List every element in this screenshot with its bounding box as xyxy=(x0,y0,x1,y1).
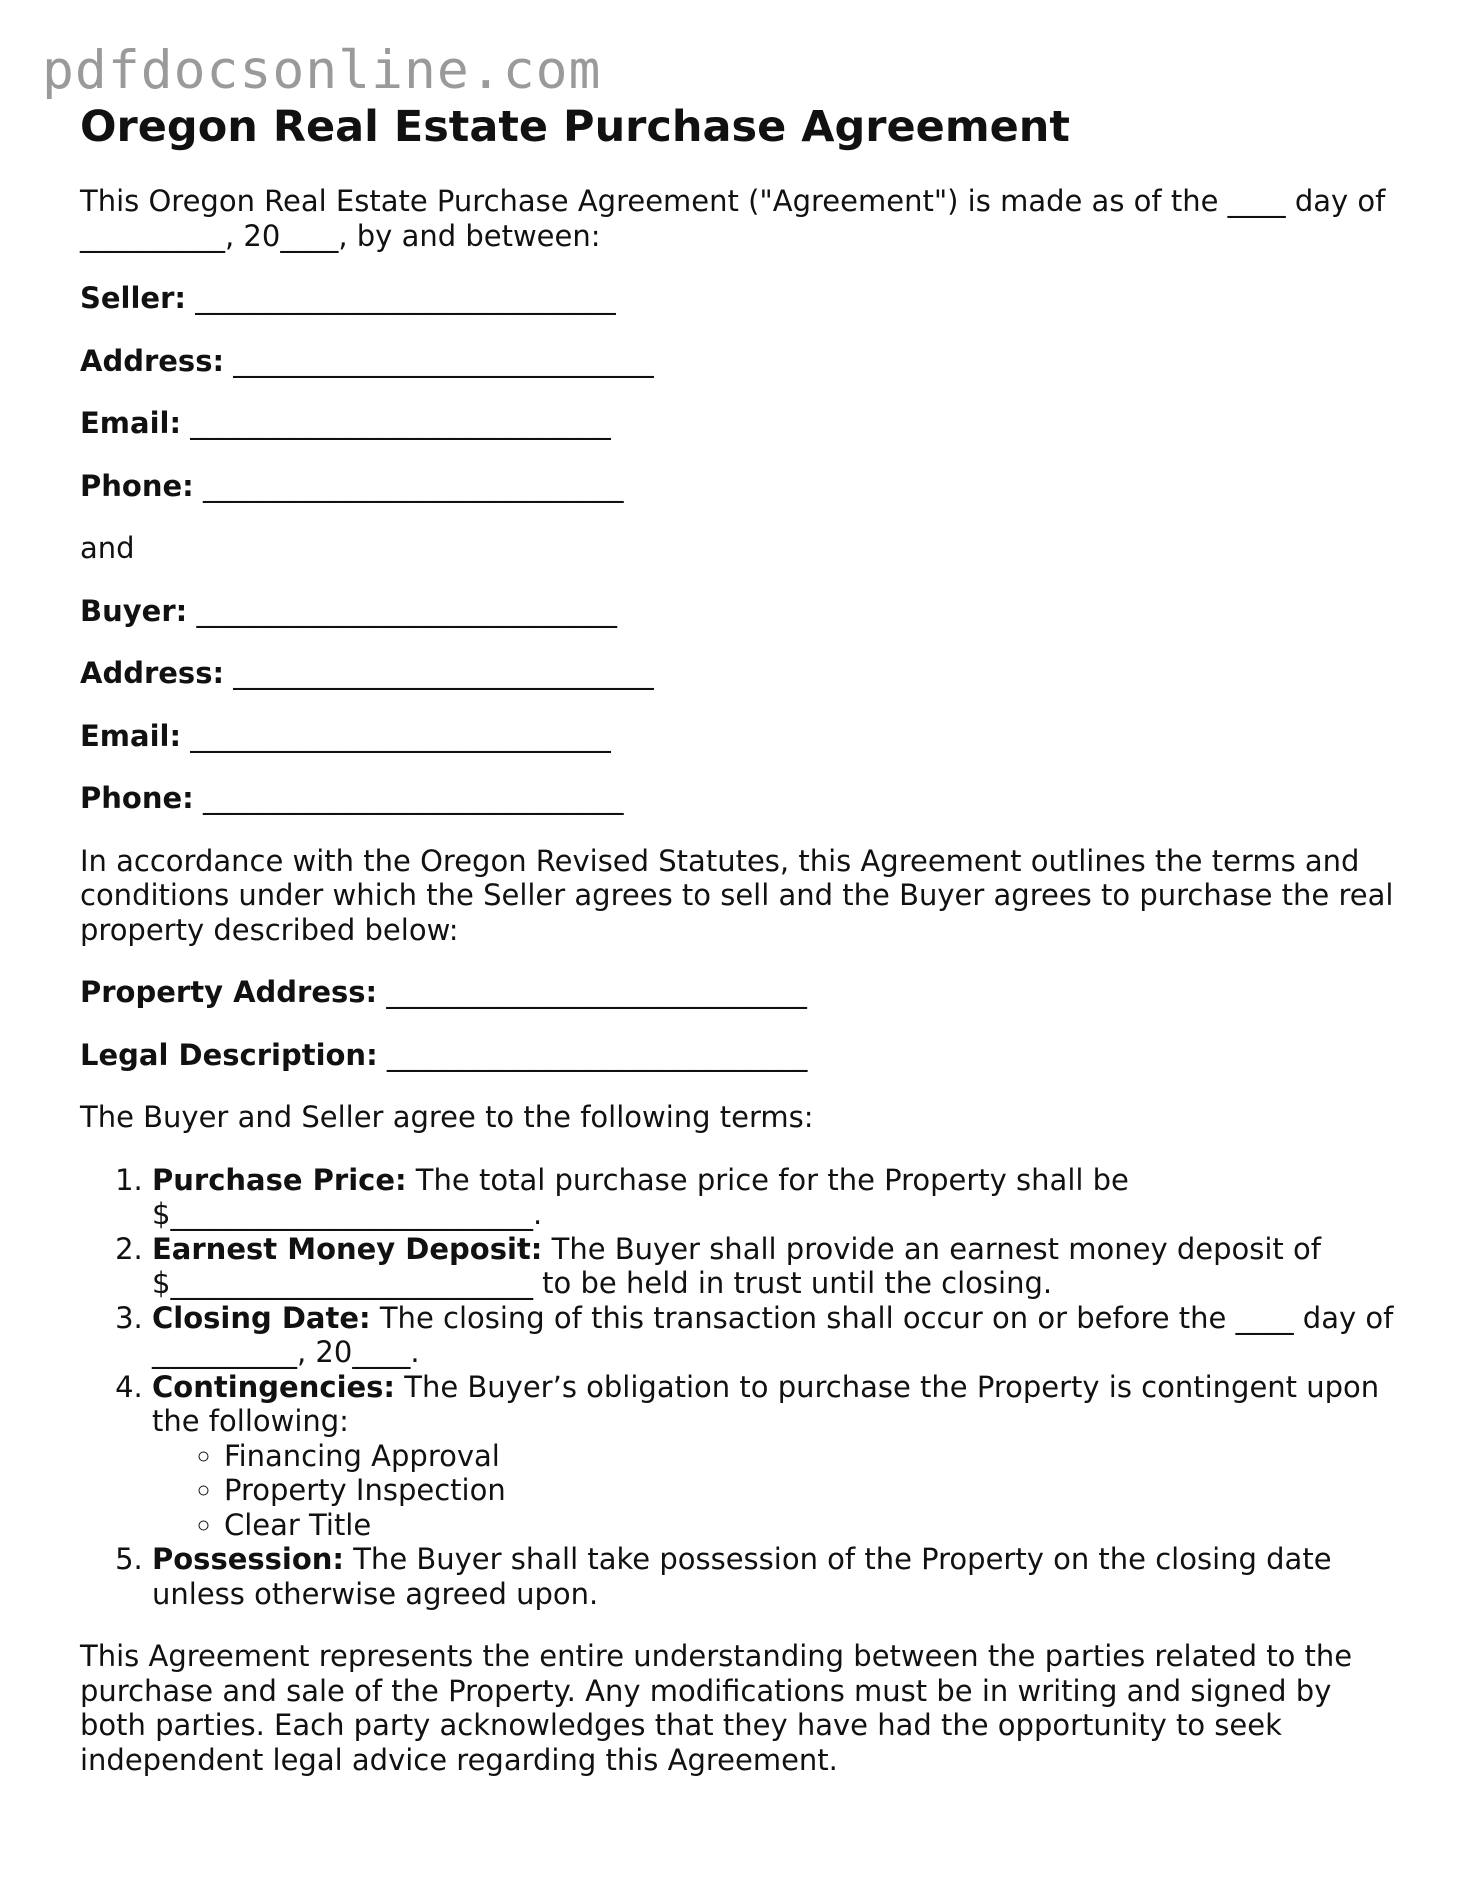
terms-intro: The Buyer and Seller agree to the following terms: xyxy=(80,1100,814,1134)
seller-name-field xyxy=(80,281,1400,316)
buyer-phone-field xyxy=(80,781,1400,816)
buyer-name-blank: _____________________________ xyxy=(196,593,617,628)
buyer-name-field xyxy=(80,594,1400,629)
buyer-email-field xyxy=(80,719,1400,754)
term-contingencies xyxy=(152,1370,1400,1543)
term-label: Possession: xyxy=(152,1542,344,1576)
seller-phone-label: Phone: xyxy=(80,468,194,503)
buyer-address-field xyxy=(80,656,1400,691)
term-text: The closing of this transaction shall occur on or before the ____ day of __________, 20____. xyxy=(152,1300,1394,1369)
buyer-phone-blank: _____________________________ xyxy=(202,781,624,815)
term-text: The Buyer’s obligation to purchase the Property is contingent upon the following: xyxy=(152,1369,1380,1438)
term-text: The Buyer shall take possession of the Property on the closing date unless otherwise agreed upon. xyxy=(152,1542,1332,1611)
term-label: Purchase Price: xyxy=(152,1162,407,1197)
page-title: Oregon Real Estate Purchase Agreement xyxy=(80,102,1070,152)
buyer-address-blank: _____________________________ xyxy=(233,656,654,690)
document-body xyxy=(80,98,1400,1777)
seller-address-blank: _____________________________ xyxy=(233,343,654,378)
buyer-name-label: Buyer: xyxy=(80,593,188,628)
buyer-email-label: Email: xyxy=(80,718,182,753)
term-text: The total purchase price for the Property shall be $_________________________. xyxy=(152,1162,1129,1231)
and-text: and xyxy=(80,531,135,565)
term-purchase-price xyxy=(152,1163,1400,1232)
closing-paragraph: This Agreement represents the entire understanding between the parties related to the purchase and sale of the Property. Any modifications must be in writing and signed by both parties. Each party acknowledges that they have had the opportunity to seek independent legal advice regarding this Agreement. xyxy=(80,1639,1353,1777)
seller-name-blank: _____________________________ xyxy=(195,281,616,315)
seller-phone-blank: _____________________________ xyxy=(202,468,624,503)
term-closing-date xyxy=(152,1301,1400,1370)
legal-description-blank: _____________________________ xyxy=(386,1037,808,1072)
buyer-address-label: Address: xyxy=(80,656,225,690)
seller-name-label: Seller: xyxy=(80,281,187,315)
term-label: Contingencies: xyxy=(152,1369,396,1404)
term-label: Earnest Money Deposit: xyxy=(152,1231,543,1266)
intro-paragraph: This Oregon Real Estate Purchase Agreement ("Agreement") is made as of the ____ day of __________, 20____, by and between: xyxy=(80,184,1386,253)
statute-paragraph: In accordance with the Oregon Revised Statutes, this Agreement outlines the terms and conditions under which the Seller agrees to sell and the Buyer agrees to purchase the real property described below: xyxy=(80,843,1394,947)
seller-phone-field xyxy=(80,469,1400,504)
term-label: Closing Date: xyxy=(152,1300,371,1335)
legal-description-label: Legal Description: xyxy=(80,1037,378,1072)
legal-description-field xyxy=(80,1038,1400,1073)
terms-list xyxy=(80,1163,1400,1612)
contingencies-list xyxy=(152,1439,1400,1543)
contingency-item: ◦ Financing Approval xyxy=(224,1439,1400,1474)
seller-email-label: Email: xyxy=(80,406,182,440)
property-address-blank: _____________________________ xyxy=(386,975,807,1009)
term-text: The Buyer shall provide an earnest money deposit of $_________________________ to be held in trust until the closing. xyxy=(152,1231,1321,1300)
seller-address-label: Address: xyxy=(80,343,225,378)
contingency-item: ◦ Clear Title xyxy=(224,1508,1400,1543)
contingency-item: ◦ Property Inspection xyxy=(224,1473,1400,1508)
buyer-email-blank: _____________________________ xyxy=(190,718,611,753)
seller-email-blank: _____________________________ xyxy=(190,406,611,440)
seller-email-field xyxy=(80,406,1400,441)
seller-address-field xyxy=(80,344,1400,379)
term-earnest-money xyxy=(152,1232,1400,1301)
property-address-field xyxy=(80,975,1400,1010)
property-address-label: Property Address: xyxy=(80,975,378,1009)
term-possession xyxy=(152,1542,1400,1611)
watermark-logo: pdfdocsonline.com xyxy=(42,40,602,101)
buyer-phone-label: Phone: xyxy=(80,781,194,815)
